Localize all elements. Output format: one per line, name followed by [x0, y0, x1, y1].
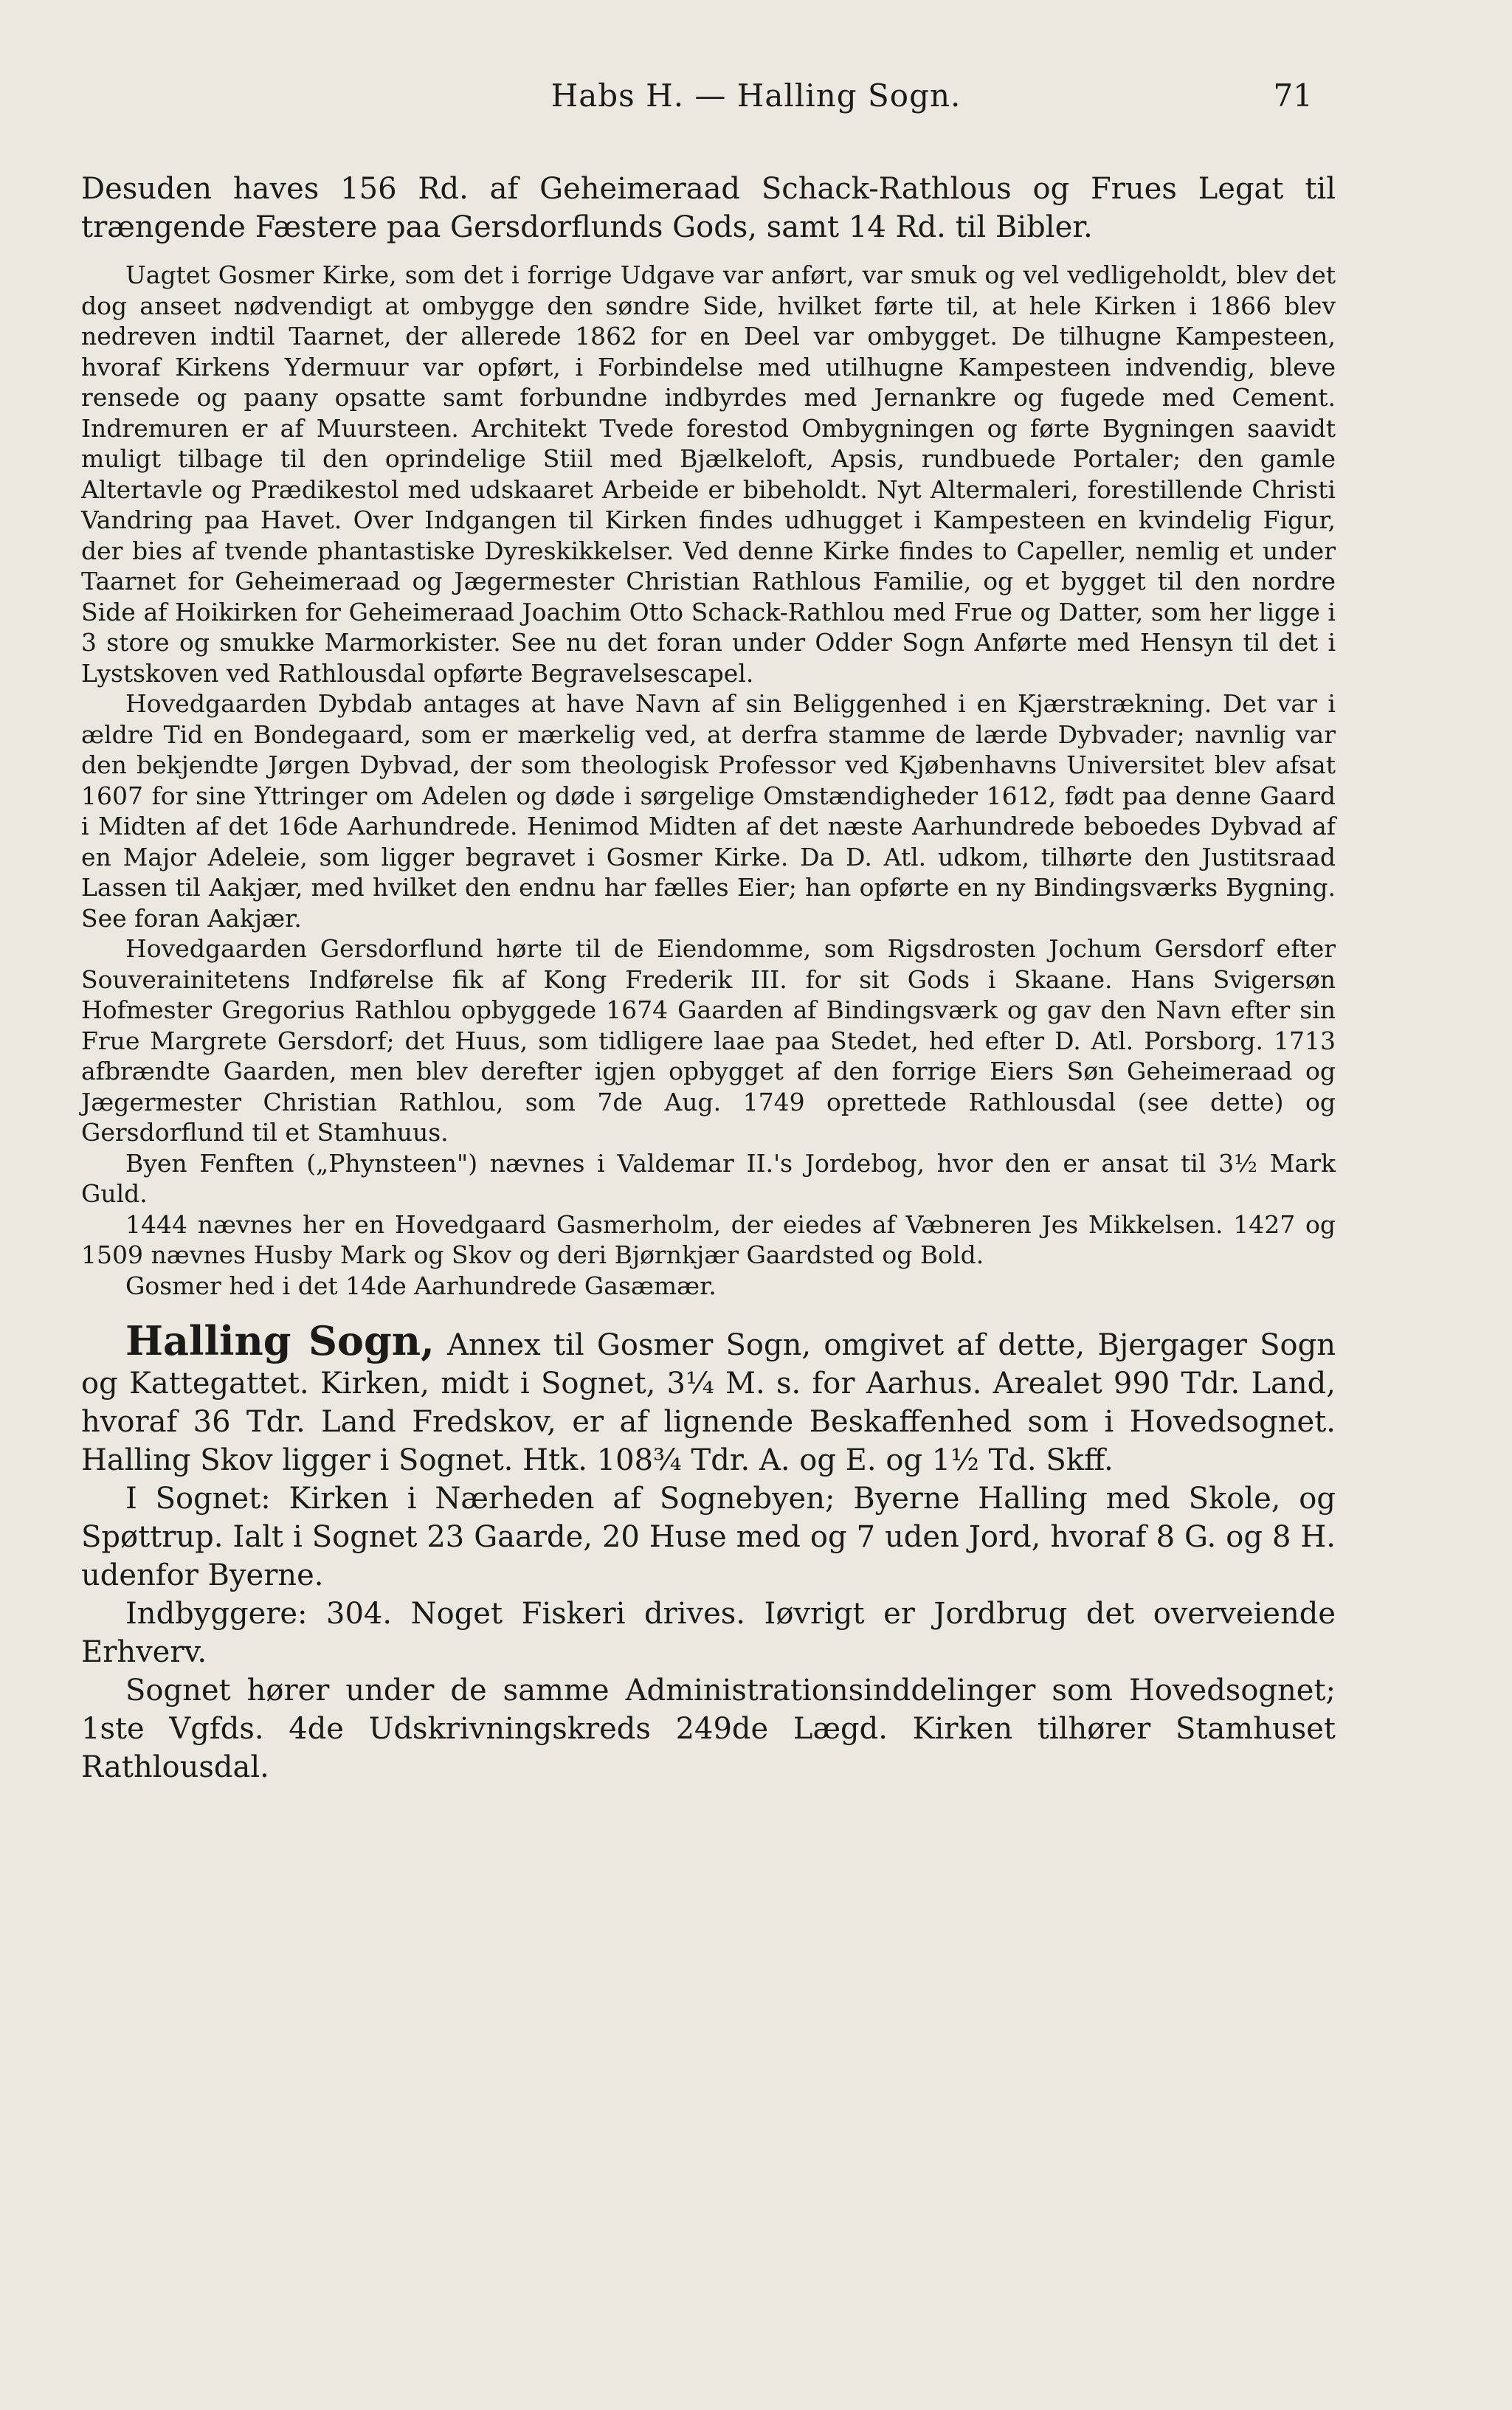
paragraph-dybdab: Hovedgaarden Dybdab antages at have Navn af sin Beliggenhed i en Kjærstrækning. Det var i ældre Tid en Bondegaard, som er mærkelig ved, at derfra stamme de lærde Dybvader; navnlig var den bekjendte Jørgen Dybvad, der som theologisk Professor ved Kjøbenhavns Universitet blev afsat 1607 for sine Yttringer om Adelen og døde i sørgelige Omstændigheder 1612, født paa denne Gaard i Midten af det 16de Aarhundrede. Henimod Midten af det næste Aarhundrede beboedes Dybvad af en Major Adeleie, som ligger begravet i Gosmer Kirke. Da D. Atl. udkom, tilhørte den Justitsraad Lassen til Aakjær, med hvilket den endnu har fælles Eier; han opførte en ny Bindingsværks Bygning. See foran Aakjær.	[81, 689, 1336, 933]
paragraph-halling-admin: Sognet hører under de samme Administrationsinddelinger som Hovedsognet; 1ste Vgfds. 4de Udskrivningskreds 249de Lægd. Kirken tilhører Stamhuset Rathlousdal.	[81, 1674, 1336, 1784]
paragraph-gersdorflund: Hovedgaarden Gersdorflund hørte til de Eiendomme, som Rigsdrosten Jochum Gersdorf efter Souverainitetens Indførelse fik af Kong Frederik III. for sit Gods i Skaane. Hans Svigersøn Hofmester Gregorius Rathlou opbyggede 1674 Gaarden af Bindingsværk og gav den Navn efter sin Frue Margrete Gersdorf; det Huus, som tidligere laae paa Stedet, hed efter D. Atl. Porsborg. 1713 afbrændte Gaarden, men blev derefter igjen opbygget af den forrige Eiers Søn Geheimeraad og Jægermester Christian Rathlou, som 7de Aug. 1749 oprettede Rathlousdal (see dette) og Gersdorflund til et Stamhuus.	[81, 934, 1336, 1147]
section-title: Halling Sogn,	[125, 1317, 435, 1364]
running-head: Habs H. — Halling Sogn.	[550, 77, 962, 114]
paragraph-legacy: Desuden haves 156 Rd. af Geheimeraad Schack-Rathlous og Frues Legat til trængende Fæstere paa Gersdorflunds Gods, samt 14 Rd. til Bibler.	[81, 172, 1336, 244]
paragraph-halling-villages: I Sognet: Kirken i Nærheden af Sognebyen; Byerne Halling med Skole, og Spøttrup. Ialt i Sognet 23 Gaarde, 20 Huse med og 7 uden Jord, hvoraf 8 G. og 8 H. udenfor Byerne.	[81, 1482, 1336, 1592]
paragraph-halling-population: Indbyggere: 304. Noget Fiskeri drives. Iøvrigt er Jordbrug det overveiende Erhverv.	[81, 1597, 1336, 1669]
page-body	[81, 170, 1336, 1786]
page-header	[0, 77, 1512, 129]
small-print-section	[81, 260, 1336, 1301]
paragraph-halling-intro	[81, 1317, 1336, 1480]
paragraph-gosmer-name: Gosmer hed i det 14de Aarhundrede Gasæmær.	[125, 1271, 717, 1300]
paragraph-church-rebuild: Uagtet Gosmer Kirke, som det i forrige Udgave var anført, var smuk og vel vedligeholdt, blev det dog anseet nødvendigt at ombygge den søndre Side, hvilket førte til, at hele Kirken i 1866 blev nedreven indtil Taarnet, der allerede 1862 for en Deel var ombygget. De tilhugne Kampesteen, hvoraf Kirkens Ydermuur var opført, i Forbindelse med utilhugne Kampesteen indvendig, bleve rensede og paany opsatte samt forbundne indbyrdes med Jernankre og fugede med Cement. Indremuren er af Muursteen. Architekt Tvede forestod Ombygningen og førte Bygningen saavidt muligt tilbage til den oprindelige Stiil med Bjælkeloft, Apsis, rundbuede Portaler; den gamle Altertavle og Prædikestol med udskaaret Arbeide er bibeholdt. Nyt Altermaleri, forestillende Christi Vandring paa Havet. Over Indgangen til Kirken findes udhugget i Kampesteen en kvindelig Figur, der bies af tvende phantastiske Dyreskikkelser. Ved denne Kirke findes to Capeller, nemlig et under Taarnet for Geheimeraad og Jægermester Christian Rathlous Familie, og et bygget til den nordre Side af Hoikirken for Geheimeraad Joachim Otto Schack-Rathlou med Frue og Datter, som her ligge i 3 store og smukke Marmorkister. See nu det foran under Odder Sogn Anførte med Hensyn til det i Lystskoven ved Rathlousdal opførte Begravelsescapel.	[81, 260, 1336, 688]
paragraph-fenften: Byen Fenften („Phynsteen") nævnes i Valdemar II.'s Jordebog, hvor den er ansat til 3½ Mark Guld.	[81, 1148, 1336, 1208]
page-number: 71	[1273, 77, 1313, 114]
halling-intro-text: Annex til Gosmer Sogn, omgivet af dette, Bjergager Sogn og Kattegattet. Kirken, midt i Sognet, 3¼ M. s. for Aarhus. Arealet 990 Tdr. Land, hvoraf 36 Tdr. Land Fredskov, er af lignende Beskaffenhed som i Hovedsognet. Halling Skov ligger i Sognet. Htk. 108¾ Tdr. A. og E. og 1½ Td. Skff.	[81, 1328, 1336, 1477]
paragraph-gasmerholm: 1444 nævnes her en Hovedgaard Gasmerholm, der eiedes af Væbneren Jes Mikkelsen. 1427 og 1509 nævnes Husby Mark og Skov og deri Bjørnkjær Gaardsted og Bold.	[81, 1209, 1336, 1269]
